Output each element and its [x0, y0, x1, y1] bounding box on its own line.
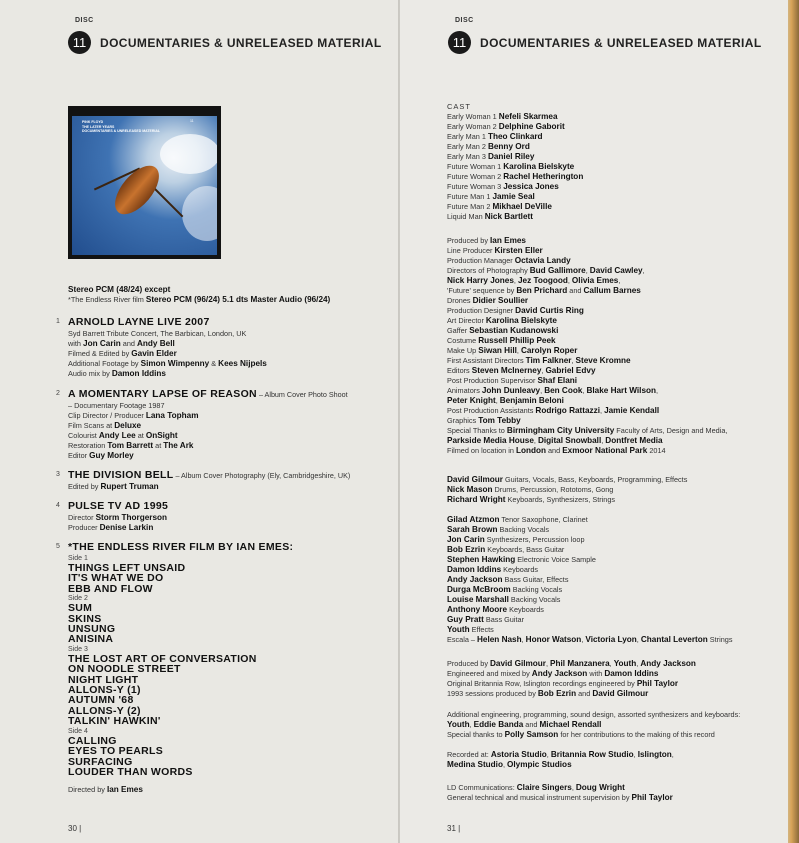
entry-credit-line: Director Storm Thorgerson	[68, 513, 167, 522]
track-title: CALLING	[68, 734, 117, 747]
track-title: IT'S WHAT WE DO	[68, 572, 164, 585]
additional-credits	[447, 710, 787, 740]
cast-heading: CAST	[447, 102, 472, 111]
credit-line: Special thanks to Polly Samson for her contributions to the making of this record	[447, 730, 715, 739]
ld-credits	[447, 783, 787, 803]
entry-title: THE DIVISION BELL – Album Cover Photography (Ely, Cambridgeshire, UK)	[68, 469, 351, 481]
crew-line: Make Up Siwan Hill, Carolyn Roper	[447, 346, 578, 355]
entry-number: 1	[56, 318, 60, 325]
musician-line: Jon Carin Synthesizers, Percussion loop	[447, 535, 585, 544]
musician-line: Richard Wright Keyboards, Synthesizers, Strings	[447, 495, 616, 504]
track-title: ALLONS-Y (1)	[68, 684, 141, 697]
cast-line: Early Man 3 Daniel Riley	[447, 152, 535, 161]
musician-line: Gilad Atzmon Tenor Saxophone, Clarinet	[447, 515, 588, 524]
entry-credit-line: Additional Footage by Simon Wimpenny & Kees Nijpels	[68, 359, 267, 368]
crew-line: Art Director Karolina Bielskyte	[447, 316, 557, 325]
entry-credit-line: Clip Director / Producer Lana Topham	[68, 411, 199, 420]
crew-line: 'Future' sequence by Ben Prichard and Callum Barnes	[447, 286, 641, 295]
crew-line: First Assistant Directors Tim Falkner, Steve Kromne	[447, 356, 631, 365]
cast-line: Early Man 2 Benny Ord	[447, 142, 530, 151]
left-page	[0, 0, 398, 843]
crew-line: Editors Steven McInerney, Gabriel Edvy	[447, 366, 596, 375]
entry-number: 3	[56, 471, 60, 478]
cast-line: Early Woman 2 Delphine Gaborit	[447, 122, 565, 131]
credit-line: General technical and musical instrument supervision by Phil Taylor	[447, 793, 673, 802]
side-label: Side 2	[68, 595, 88, 603]
cover-text: PINK FLOYD THE LATER YEARS DOCUMENTARIES & UNRELEASED MATERIAL	[82, 120, 161, 133]
crew-credits	[447, 236, 787, 456]
entry-number: 2	[56, 390, 60, 397]
audio-format-info: Stereo PCM (48/24) except *The Endless River film Stereo PCM (96/24) 5.1 dts Master Audio (96/24)	[68, 285, 331, 304]
musician-line: Stephen Hawking Electronic Voice Sample	[447, 555, 596, 564]
crew-line: Filmed on location in London and Exmoor National Park 2014	[447, 446, 666, 455]
cast-line: Early Man 1 Theo Clinkard	[447, 132, 543, 141]
track-title: TALKIN' HAWKIN'	[68, 715, 161, 728]
entry-credit-line: with Jon Carin and Andy Bell	[68, 339, 175, 348]
credit-line: LD Communications: Claire Singers, Doug Wright	[447, 783, 625, 792]
musician-line: Nick Mason Drums, Percussion, Rototoms, Gong	[447, 485, 614, 494]
cast-line: Future Man 2 Mikhael DeVille	[447, 202, 552, 211]
track-title: SURFACING	[68, 755, 133, 768]
crew-line: Line Producer Kirsten Eller	[447, 246, 543, 255]
crew-line: Peter Knight, Benjamin Beloni	[447, 396, 564, 405]
track-title: EYES TO PEARLS	[68, 745, 164, 758]
band-credits	[447, 475, 787, 505]
crew-line: Graphics Tom Tebby	[447, 416, 521, 425]
crew-line: Post Production Assistants Rodrigo Rattazzi, Jamie Kendall	[447, 406, 660, 415]
entry-title: PULSE TV AD 1995	[68, 500, 169, 512]
crew-line: Drones Didier Soullier	[447, 296, 529, 305]
disc-title: DOCUMENTARIES & UNRELEASED MATERIAL	[480, 36, 762, 50]
musician-credits	[447, 515, 787, 645]
track-title: NIGHT LIGHT	[68, 673, 139, 686]
entry-credit-line: Colourist Andy Lee at OnSight	[68, 431, 178, 440]
entry-number: 5	[56, 543, 60, 550]
production-line: 1993 sessions produced by Bob Ezrin and David Gilmour	[447, 689, 649, 698]
musician-line: Andy Jackson Bass Guitar, Effects	[447, 575, 569, 584]
entry-number: 4	[56, 502, 60, 509]
entry-4	[56, 500, 386, 533]
entry-1	[56, 316, 386, 379]
crew-line: Animators John Dunleavy, Ben Cook, Blake Hart Wilson,	[447, 386, 659, 395]
entry-credit-line: Producer Denise Larkin	[68, 523, 154, 532]
credit-line: Recorded at: Astoria Studio, Britannia Row Studio, Islington,	[447, 750, 674, 759]
album-cover-image	[68, 106, 221, 259]
entry-credit-line: Audio mix by Damon Iddins	[68, 369, 166, 378]
crew-line: Nick Harry Jones, Jez Toogood, Olivia Emes,	[447, 276, 621, 285]
entry-3	[56, 469, 386, 492]
musician-line: Durga McBroom Backing Vocals	[447, 585, 563, 594]
entry-credit-line: Film Scans at Deluxe	[68, 421, 142, 430]
entry-2	[56, 388, 386, 461]
track-title: SKINS	[68, 612, 102, 625]
cover-disc-tag: 11	[190, 119, 194, 123]
crew-line: Post Production Supervisor Shaf Elani	[447, 376, 578, 385]
cast-section	[447, 102, 787, 222]
musician-line: Sarah Brown Backing Vocals	[447, 525, 550, 534]
musician-line: Escala – Helen Nash, Honor Watson, Victoria Lyon, Chantal Leverton Strings	[447, 635, 733, 644]
credit-line: Medina Studio, Olympic Studios	[447, 760, 572, 769]
entry-credit-line: Restoration Tom Barrett at The Ark	[68, 441, 194, 450]
track-title: LOUDER THAN WORDS	[68, 765, 193, 778]
cast-line: Future Woman 3 Jessica Jones	[447, 182, 559, 191]
cast-line: Early Woman 1 Nefeli Skarmea	[447, 112, 558, 121]
musician-line: Damon Iddins Keyboards	[447, 565, 539, 574]
disc-title: DOCUMENTARIES & UNRELEASED MATERIAL	[100, 36, 382, 50]
page-number: 31 |	[447, 824, 461, 833]
track-title: SUM	[68, 602, 93, 615]
credit-line: Youth, Eddie Banda and Michael Rendall	[447, 720, 602, 729]
entry-title: A MOMENTARY LAPSE OF REASON – Album Cover Photo Shoot	[68, 388, 348, 400]
directed-by: Directed by Ian Emes	[68, 785, 143, 795]
track-title: AUTUMN '68	[68, 694, 134, 707]
track-title: EBB AND FLOW	[68, 582, 153, 595]
cast-line: Liquid Man Nick Bartlett	[447, 212, 533, 221]
musician-line: Louise Marshall Backing Vocals	[447, 595, 561, 604]
cast-line: Future Man 1 Jamie Seal	[447, 192, 535, 201]
side-label: Side 1	[68, 555, 88, 562]
production-line: Produced by David Gilmour, Phil Manzanera, Youth, Andy Jackson	[447, 659, 696, 668]
page-number: 30 |	[68, 824, 82, 833]
crew-line: Production Manager Octavia Landy	[447, 256, 571, 265]
crew-line: Production Designer David Curtis Ring	[447, 306, 584, 315]
production-line: Engineered and mixed by Andy Jackson with Damon Iddins	[447, 669, 659, 678]
entry-credit-line: Editor Guy Morley	[68, 451, 134, 460]
entry-credit-line: Filmed & Edited by Gavin Elder	[68, 349, 177, 358]
track-title: ON NOODLE STREET	[68, 663, 181, 676]
entry-title: *THE ENDLESS RIVER FILM BY IAN EMES:	[68, 541, 294, 553]
track-title: UNSUNG	[68, 623, 116, 636]
side-label: Side 4	[68, 727, 88, 735]
production-line: Original Britannia Row, Islington recordings engineered by Phil Taylor	[447, 679, 679, 688]
disc-label: DISC	[455, 17, 474, 24]
track-title: ANISINA	[68, 633, 114, 646]
musician-line: Bob Ezrin Keyboards, Bass Guitar	[447, 545, 565, 554]
right-page	[400, 0, 788, 843]
credit-line: Additional engineering, programming, sound design, assorted synthesizers and keyboards:	[447, 710, 741, 719]
track-title: ALLONS-Y (2)	[68, 704, 141, 717]
crew-line: Gaffer Sebastian Kudanowski	[447, 326, 559, 335]
disc-number-badge: 11	[68, 31, 91, 54]
entry-credit-line: – Documentary Footage 1987	[68, 401, 165, 410]
crew-line: Costume Russell Phillip Peek	[447, 336, 556, 345]
musician-line: Youth Effects	[447, 625, 494, 634]
side-label: Side 3	[68, 645, 88, 653]
cast-line: Future Woman 1 Karolina Bielskyte	[447, 162, 575, 171]
crew-line: Special Thanks to Birmingham City University Faculty of Arts, Design and Media,	[447, 426, 728, 435]
recording-locations	[447, 750, 787, 770]
musician-line: Anthony Moore Keyboards	[447, 605, 544, 614]
crew-line: Parkside Media House, Digital Snowball, Dontfret Media	[447, 436, 663, 445]
disc-number-badge: 11	[448, 31, 471, 54]
cast-line: Future Woman 2 Rachel Hetherington	[447, 172, 584, 181]
entry-title: ARNOLD LAYNE LIVE 2007	[68, 316, 210, 328]
crew-line: Produced by Ian Emes	[447, 236, 526, 245]
entry-credit-line: Syd Barrett Tribute Concert, The Barbican, London, UK	[68, 329, 247, 338]
entry-5	[56, 541, 386, 795]
disc-label: DISC	[75, 17, 94, 24]
track-title: THINGS LEFT UNSAID	[68, 562, 186, 574]
musician-line: David Gilmour Guitars, Vocals, Bass, Keyboards, Programming, Effects	[447, 475, 688, 484]
cover-artwork	[72, 116, 217, 255]
musician-line: Guy Pratt Bass Guitar	[447, 615, 525, 624]
production-credits	[447, 659, 787, 699]
entry-credit-line: Edited by Rupert Truman	[68, 482, 159, 491]
crew-line: Directors of Photography Bud Gallimore, David Cawley,	[447, 266, 645, 275]
track-title: THE LOST ART OF CONVERSATION	[68, 652, 257, 665]
